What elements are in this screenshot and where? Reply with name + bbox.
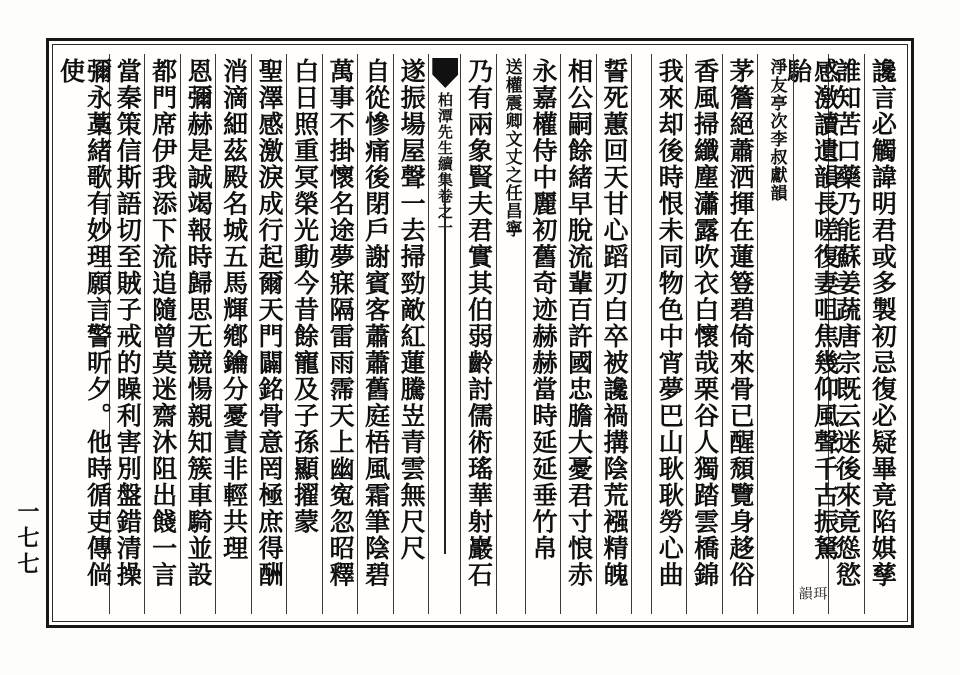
text-column: [182, 54, 216, 614]
column-text: 永嘉權侍中麗初舊奇迹赫赫當時延延垂竹帛: [528, 58, 558, 562]
column-text: 消滴細茲殿名城五馬輝鄕鑰分憂責非輕共理: [219, 58, 249, 562]
text-column: [146, 54, 180, 614]
column-divider: [633, 54, 652, 614]
text-column: [598, 54, 632, 614]
column-text: 誰知苦口藥乃能蘇姜蔬唐宗既云迷後來竟慫慾: [832, 58, 862, 588]
text-column: [866, 54, 900, 614]
text-column: [562, 54, 596, 614]
text-column: [324, 54, 358, 614]
column-text: 遂振場屋聲一去掃勁敵紅蓮騰岦青雲無尺尺: [397, 58, 427, 562]
text-column: [288, 54, 322, 614]
column-text: 我來却後時恨未同物色中宵夢巴山耿耿勞心曲: [655, 58, 685, 588]
column-text: 相公嗣餘緒早脫流輩百許國忠膽大憂君寸悢赤: [564, 58, 594, 588]
column-text: 誓死蕙回天甘心蹈刃白卒被讒禍搆陰荒襁精魄: [599, 58, 629, 588]
fish-tail-icon: [432, 58, 458, 88]
column-text: 當秦策信斯語切至賊子戒的矂利害別盤錯清操: [113, 58, 143, 588]
column-text: 恩彌赫是誠竭報時歸思无競愓親知簇車騎並設: [184, 58, 214, 588]
center-rule: [444, 174, 446, 554]
column-text: 聖澤感激淚成行起爾天門闢銘骨意罔極庶得酬: [255, 58, 285, 588]
text-column: [527, 54, 561, 614]
column-text: 彌永藁緒歌有妙理願言警昕夕。他時循吏傳倘使: [56, 58, 113, 588]
book-title: 柏潭先生續集卷之一: [435, 92, 454, 236]
text-column: [462, 54, 496, 614]
text-column-heading: [759, 54, 793, 614]
column-text: 自從慘痛後閉戶謝賓客蕭蕭舊庭梧風霜筆陰碧: [361, 58, 391, 588]
text-column: [111, 54, 145, 614]
text-column: [56, 54, 113, 614]
text-column: [688, 54, 722, 614]
inline-annotation: 珥韻: [796, 586, 828, 601]
text-column: [395, 54, 429, 614]
text-column: [359, 54, 393, 614]
column-text: 香風掃纖塵瀟露吹衣白懷哉栗谷人獨踏雲橋錦: [690, 58, 720, 588]
center-fold-column: [430, 54, 461, 614]
column-text: 白日照重冥榮光動今昔餘寵及子孫顯擢蒙: [290, 58, 320, 535]
column-text: 都門席伊我添下流追隨曾莫迷齋沐阻出餞一言: [148, 58, 178, 588]
column-text: 茅簷絕蕭洒揮在蓮簦碧倚來骨已醒頹覽身趍俗: [726, 58, 756, 588]
poem-title: 送權震卿文丈之任昌寧: [501, 58, 522, 238]
page-number: 一七七: [14, 500, 40, 578]
text-column: [653, 54, 687, 614]
text-column: [724, 54, 758, 614]
text-column-heading: [498, 54, 526, 614]
text-column: [253, 54, 287, 614]
poem-title: 淨友亭次李叔獻韻: [766, 58, 787, 202]
column-text: 感激讀遺韻長嗟復妻咀焦幾仰風聲千古振駑駘: [783, 58, 840, 562]
column-text: 乃有兩象賢夫君實其伯弱齡討儒術瑤華射巖石: [464, 58, 494, 588]
text-column: [783, 54, 840, 614]
text-column: [217, 54, 251, 614]
column-text: 讒言必觸諱明君或多製初忌復必疑畢竟陷娸孳: [868, 58, 898, 588]
text-block: [56, 48, 904, 618]
column-text: 萬事不掛懷名途夢寐隔雷雨霈天上幽寃忽昭釋: [326, 58, 356, 588]
